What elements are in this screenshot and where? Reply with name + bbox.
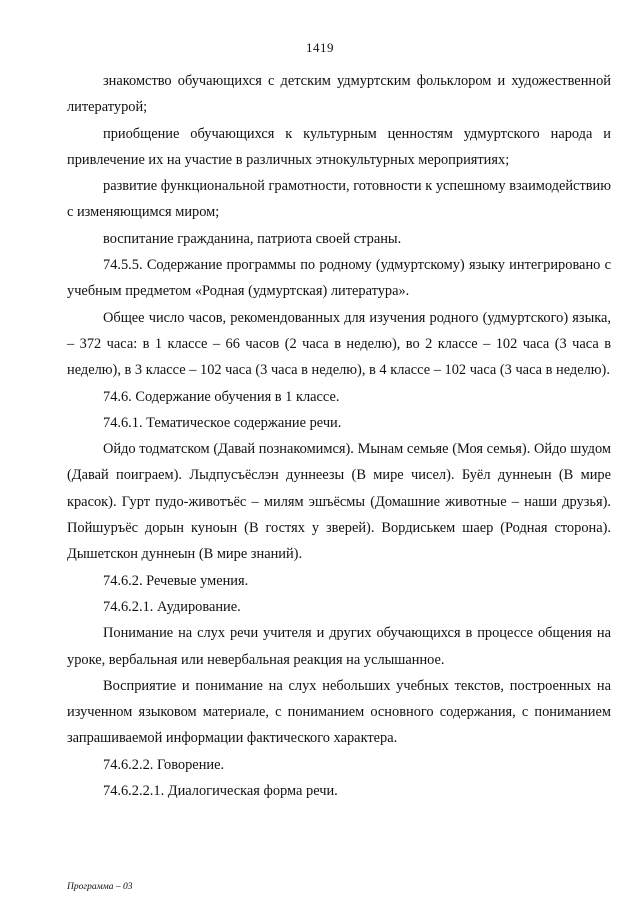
section-heading: 74.6. Содержание обучения в 1 классе. bbox=[103, 388, 340, 405]
subsection-heading: 74.6.1. Тематическое содержание речи. bbox=[103, 414, 342, 431]
body-text bbox=[67, 68, 611, 804]
paragraph: воспитание гражданина, патриота своей страны. bbox=[103, 230, 402, 247]
subsection-heading: 74.6.2.1. Аудирование. bbox=[103, 598, 241, 615]
paragraph: приобщение обучающихся к культурным ценностям удмуртского народа и привлечение их на участие в различных этнокультурных мероприятиях; bbox=[67, 125, 611, 168]
paragraph: Ойдо тодматском (Давай познакомимся). Мынам семьяе (Моя семья). Ойдо шудом (Давай поиграем). Лыдпусъёслэн дуннеезы (В мире чисел). Буёл дуннеын (В мире красок). Гурт пудо-животъёс – милям эшъёсмы (Домашние животные – наши друзья). Пойшуръёс дорын куноын (В гостях у зверей). Вордиськем шаер (Родная сторона). Дышетскон дуннеын (В мире знаний). bbox=[67, 441, 611, 563]
paragraph: знакомство обучающихся с детским удмуртским фольклором и художественной литературой; bbox=[67, 73, 611, 116]
paragraph: развитие функциональной грамотности, готовности к успешному взаимодействию с изменяющимся миром; bbox=[67, 178, 611, 221]
section-paragraph: 74.5.5. Содержание программы по родному (удмуртскому) языку интегрировано с учебным предметом «Родная (удмуртская) литература». bbox=[67, 257, 611, 300]
subsection-heading: 74.6.2.2.1. Диалогическая форма речи. bbox=[103, 783, 338, 800]
subsection-heading: 74.6.2.2. Говорение. bbox=[103, 756, 225, 773]
paragraph: Восприятие и понимание на слух небольших учебных текстов, построенных на изученном языковом материале, с пониманием основного содержания, с пониманием запрашиваемой информации фактического характера. bbox=[67, 677, 611, 747]
subsection-heading: 74.6.2. Речевые умения. bbox=[103, 572, 249, 589]
paragraph: Общее число часов, рекомендованных для изучения родного (удмуртского) языка, – 372 часа: в 1 классе – 66 часов (2 часа в неделю), во 2 классе – 102 часа (3 часа в неделю), в 3 классе – 102 часа (3 часа в неделю), в 4 классе – 102 часа (3 часа в неделю). bbox=[67, 309, 611, 379]
footer-label: Программа – 03 bbox=[67, 882, 133, 892]
paragraph: Понимание на слух речи учителя и других обучающихся в процессе общения на уроке, вербальная или невербальная реакция на услышанное. bbox=[67, 625, 611, 668]
page-number: 1419 bbox=[306, 40, 334, 55]
